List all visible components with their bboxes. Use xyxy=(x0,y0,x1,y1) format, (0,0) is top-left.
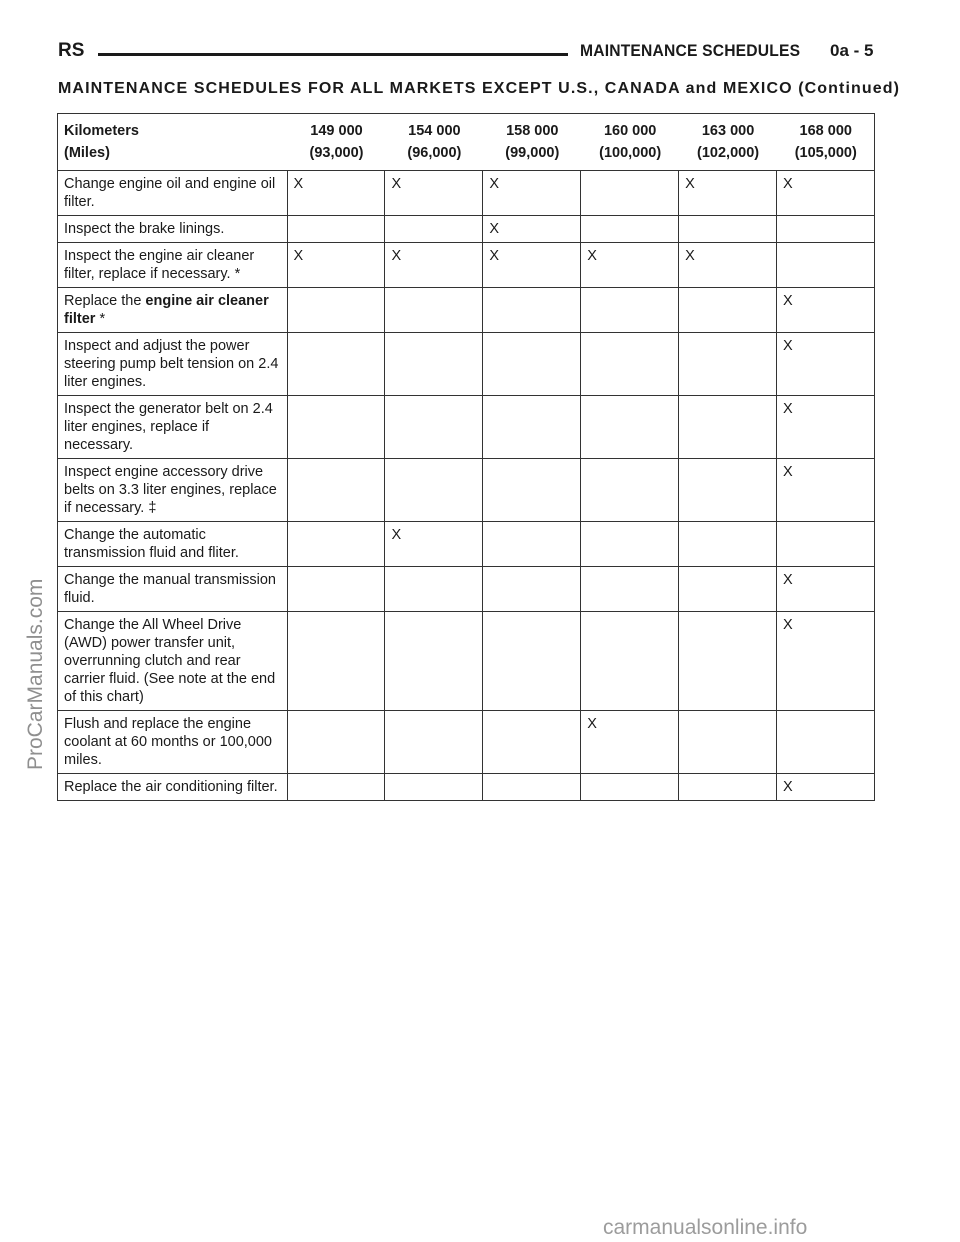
interval-mark-cell xyxy=(287,774,385,801)
interval-mark-cell xyxy=(581,333,679,396)
column-header xyxy=(287,114,385,171)
interval-mark-cell xyxy=(385,396,483,459)
interval-mark-cell: X xyxy=(581,711,679,774)
interval-mark-cell xyxy=(777,243,875,288)
interval-mark-cell xyxy=(483,522,581,567)
column-miles: (105,000) xyxy=(794,145,857,161)
interval-mark-cell: X xyxy=(385,171,483,216)
interval-mark-cell xyxy=(581,567,679,612)
interval-mark-cell xyxy=(679,522,777,567)
interval-mark-cell: X xyxy=(679,171,777,216)
interval-mark-cell: X xyxy=(385,243,483,288)
interval-mark-cell xyxy=(483,333,581,396)
interval-mark-cell xyxy=(581,612,679,711)
table-row xyxy=(58,396,875,459)
column-km: 168 000 xyxy=(799,123,852,139)
table-header-row xyxy=(58,114,875,171)
interval-mark-cell xyxy=(777,522,875,567)
column-miles: (102,000) xyxy=(697,145,760,161)
interval-mark-cell xyxy=(385,216,483,243)
interval-mark-cell xyxy=(777,216,875,243)
interval-mark-cell xyxy=(679,396,777,459)
interval-mark-cell xyxy=(679,774,777,801)
miles-label: (Miles) xyxy=(64,145,110,161)
column-km: 160 000 xyxy=(603,123,657,139)
interval-mark-cell xyxy=(385,711,483,774)
column-km: 158 000 xyxy=(506,123,559,139)
task-text-emphasis: engine air cleaner filter xyxy=(64,293,269,327)
interval-mark-cell xyxy=(385,774,483,801)
task-cell: Inspect and adjust the power steering pump belt tension on 2.4 liter engines. xyxy=(58,333,288,396)
interval-mark-cell xyxy=(483,288,581,333)
header-section-code: RS xyxy=(58,40,85,61)
interval-mark-cell: X xyxy=(777,774,875,801)
interval-mark-cell xyxy=(385,459,483,522)
maintenance-schedule-table xyxy=(57,113,875,801)
interval-mark-cell: X xyxy=(777,612,875,711)
interval-mark-cell: X xyxy=(777,333,875,396)
interval-mark-cell xyxy=(287,522,385,567)
interval-mark-cell xyxy=(581,774,679,801)
column-header xyxy=(777,114,875,171)
interval-mark-cell: X xyxy=(483,216,581,243)
table-row xyxy=(58,288,875,333)
header-page-number: 0a - 5 xyxy=(830,41,874,60)
interval-mark-cell: X xyxy=(777,171,875,216)
interval-mark-cell xyxy=(581,288,679,333)
interval-mark-cell xyxy=(483,612,581,711)
task-cell xyxy=(58,288,288,333)
table-row xyxy=(58,567,875,612)
interval-mark-cell xyxy=(483,711,581,774)
interval-mark-cell: X xyxy=(385,522,483,567)
column-miles: (93,000) xyxy=(309,145,364,161)
header-label-cell xyxy=(58,114,288,171)
interval-mark-cell: X xyxy=(483,171,581,216)
interval-mark-cell xyxy=(385,333,483,396)
task-cell: Flush and replace the engine coolant at 60 months or 100,000 miles. xyxy=(58,711,288,774)
interval-mark-cell xyxy=(679,333,777,396)
interval-mark-cell xyxy=(581,396,679,459)
interval-mark-cell xyxy=(679,459,777,522)
interval-mark-cell xyxy=(581,459,679,522)
table-row xyxy=(58,171,875,216)
page-subtitle: MAINTENANCE SCHEDULES FOR ALL MARKETS EXCEPT U.S., CANADA and MEXICO (Continued) xyxy=(58,80,901,97)
interval-mark-cell xyxy=(483,567,581,612)
header-section-title: MAINTENANCE SCHEDULES xyxy=(580,41,801,60)
column-km: 154 000 xyxy=(408,123,461,139)
header-rule xyxy=(98,53,568,56)
task-text: Replace the xyxy=(64,293,146,309)
interval-mark-cell xyxy=(679,612,777,711)
table-row xyxy=(58,612,875,711)
interval-mark-cell xyxy=(483,774,581,801)
interval-mark-cell xyxy=(679,288,777,333)
interval-mark-cell: X xyxy=(679,243,777,288)
table-row xyxy=(58,243,875,288)
interval-mark-cell xyxy=(287,333,385,396)
kilometers-label: Kilometers xyxy=(64,123,139,139)
column-header xyxy=(385,114,483,171)
column-miles: (96,000) xyxy=(407,145,462,161)
interval-mark-cell xyxy=(679,216,777,243)
interval-mark-cell: X xyxy=(777,396,875,459)
task-cell: Change the manual transmission fluid. xyxy=(58,567,288,612)
interval-mark-cell xyxy=(287,396,385,459)
task-cell: Inspect engine accessory drive belts on 3.3 liter engines, replace if necessary. ‡ xyxy=(58,459,288,522)
interval-mark-cell xyxy=(287,567,385,612)
interval-mark-cell xyxy=(287,459,385,522)
column-header xyxy=(483,114,581,171)
interval-mark-cell xyxy=(385,567,483,612)
table-row xyxy=(58,774,875,801)
task-cell: Change engine oil and engine oil filter. xyxy=(58,171,288,216)
column-km: 163 000 xyxy=(701,123,755,139)
column-header xyxy=(679,114,777,171)
column-km: 149 000 xyxy=(310,123,363,139)
table-row xyxy=(58,522,875,567)
interval-mark-cell: X xyxy=(581,243,679,288)
interval-mark-cell xyxy=(483,396,581,459)
bottom-watermark: carmanualsonline.info xyxy=(603,1216,808,1239)
table-row xyxy=(58,216,875,243)
task-cell: Replace the air conditioning filter. xyxy=(58,774,288,801)
interval-mark-cell xyxy=(581,216,679,243)
table-row xyxy=(58,333,875,396)
side-watermark: ProCarManuals.com xyxy=(24,578,47,770)
interval-mark-cell xyxy=(287,711,385,774)
interval-mark-cell xyxy=(679,567,777,612)
task-cell: Inspect the engine air cleaner filter, replace if necessary. * xyxy=(58,243,288,288)
task-cell: Inspect the brake linings. xyxy=(58,216,288,243)
interval-mark-cell: X xyxy=(287,243,385,288)
interval-mark-cell xyxy=(385,612,483,711)
column-header xyxy=(581,114,679,171)
column-miles: (100,000) xyxy=(599,145,662,161)
task-text: * xyxy=(95,311,106,327)
column-miles: (99,000) xyxy=(505,145,560,161)
table-row xyxy=(58,711,875,774)
interval-mark-cell xyxy=(581,171,679,216)
interval-mark-cell xyxy=(581,522,679,567)
table-row xyxy=(58,459,875,522)
task-cell: Inspect the generator belt on 2.4 liter engines, replace if necessary. xyxy=(58,396,288,459)
interval-mark-cell: X xyxy=(483,243,581,288)
task-cell: Change the automatic transmission fluid and fliter. xyxy=(58,522,288,567)
task-cell: Change the All Wheel Drive (AWD) power transfer unit, overrunning clutch and rear carrier fluid. (See note at the end of this chart) xyxy=(58,612,288,711)
interval-mark-cell: X xyxy=(777,459,875,522)
interval-mark-cell xyxy=(287,216,385,243)
interval-mark-cell: X xyxy=(287,171,385,216)
interval-mark-cell xyxy=(679,711,777,774)
interval-mark-cell xyxy=(483,459,581,522)
interval-mark-cell: X xyxy=(777,288,875,333)
interval-mark-cell xyxy=(287,612,385,711)
interval-mark-cell xyxy=(385,288,483,333)
interval-mark-cell: X xyxy=(777,567,875,612)
interval-mark-cell xyxy=(777,711,875,774)
interval-mark-cell xyxy=(287,288,385,333)
